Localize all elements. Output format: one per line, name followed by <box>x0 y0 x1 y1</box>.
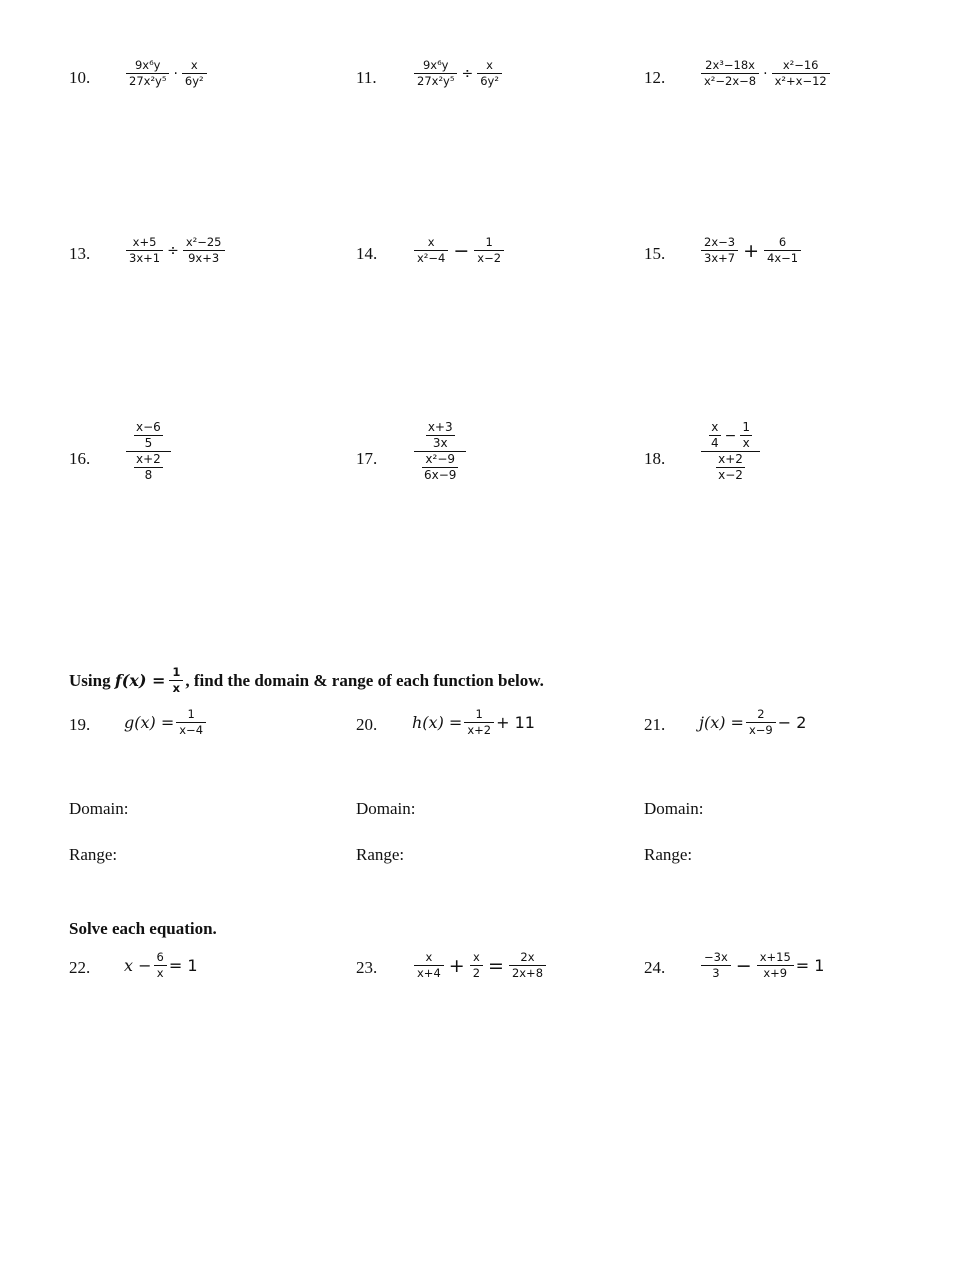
fraction-denominator: 6y² <box>184 74 204 88</box>
fraction-numerator: x <box>427 235 435 249</box>
fraction-denominator: 6y² <box>480 74 499 88</box>
heading-text: , find the domain & range of each function below. <box>185 670 544 690</box>
operator: − <box>724 427 737 444</box>
problem-number: 21. <box>644 715 666 734</box>
problem-number: 23. <box>356 958 378 977</box>
range-label: Range: <box>69 845 118 864</box>
fraction-denominator: 3x <box>432 436 448 450</box>
fraction-denominator: x²−4 <box>417 251 446 265</box>
fraction-denominator: x−2 <box>718 468 743 482</box>
operator: ÷ <box>167 242 179 259</box>
operator: · <box>763 65 768 82</box>
range-label: Range: <box>644 845 693 864</box>
fraction-numerator: x−6 <box>136 420 161 434</box>
problem-number: 20. <box>356 715 378 734</box>
operator: ÷ <box>461 65 474 82</box>
equals-sign: = <box>488 954 504 977</box>
problem-number: 10. <box>69 68 91 87</box>
fraction-denominator: 2 <box>472 966 481 980</box>
fraction-numerator: x <box>425 950 433 964</box>
fraction-denominator: 5 <box>144 436 153 450</box>
problem-15-expression <box>699 235 803 266</box>
fraction-numerator: 9x⁶y <box>134 58 161 72</box>
fraction-denominator: x−4 <box>179 723 204 737</box>
domain-label: Domain: <box>69 799 129 818</box>
problem-23-expression <box>412 950 548 981</box>
function-definition: f(x) = <box>114 671 166 690</box>
fraction-numerator: 1 <box>485 235 493 249</box>
problem-number: 15. <box>644 244 666 263</box>
fraction-numerator: x+3 <box>427 420 453 434</box>
fraction-denominator: 3 <box>712 966 720 980</box>
problem-16-expression <box>124 420 173 483</box>
fraction-numerator: −3x <box>704 950 728 964</box>
fraction-denominator: x²−2x−8 <box>704 74 757 88</box>
fraction-numerator: 1 <box>172 665 181 679</box>
fraction-numerator: 2 <box>757 707 765 721</box>
fraction-denominator: x+4 <box>417 966 441 980</box>
equation-rhs: = 1 <box>168 956 198 975</box>
fraction-denominator: x <box>156 966 164 980</box>
problem-19-expression <box>124 707 208 738</box>
fraction-denominator: 4x−1 <box>767 251 799 265</box>
problem-24-expression <box>699 950 824 981</box>
fraction-numerator: x <box>486 58 493 72</box>
fraction-numerator: x+2 <box>718 452 743 466</box>
fraction-numerator: x+5 <box>132 235 157 249</box>
range-label: Range: <box>356 845 405 864</box>
problem-22-expression <box>124 950 198 981</box>
fraction-numerator: x <box>472 950 480 964</box>
problem-11-expression <box>412 58 504 89</box>
function-lhs: j(x) = <box>699 713 744 732</box>
fraction-denominator: x+9 <box>763 966 788 980</box>
expression-tail: + 11 <box>496 713 535 732</box>
heading-text: Using <box>69 670 115 690</box>
function-lhs: h(x) = <box>412 713 463 732</box>
operator: + <box>448 954 465 977</box>
problem-21-expression <box>699 707 806 738</box>
fraction-denominator: x−2 <box>477 251 502 265</box>
fraction-numerator: 2x³−18x <box>705 58 755 72</box>
operator: · <box>173 65 178 82</box>
problem-number: 12. <box>644 68 666 87</box>
fraction-numerator: 2x−3 <box>704 235 736 249</box>
fraction-numerator: x²−9 <box>425 452 456 466</box>
fraction-numerator: 6 <box>156 950 164 964</box>
fraction-denominator: x <box>742 436 750 450</box>
operator: − <box>735 954 752 977</box>
fraction-numerator: 2x <box>520 950 535 964</box>
fraction-denominator: 9x+3 <box>188 251 220 265</box>
fraction-denominator: 3x+1 <box>129 251 161 265</box>
domain-label: Domain: <box>644 799 704 818</box>
expression-tail: − 2 <box>777 713 807 732</box>
fraction-numerator: x <box>190 58 198 72</box>
section-heading-domain-range <box>69 665 544 696</box>
fraction-denominator: x−9 <box>748 723 773 737</box>
fraction-denominator: x+2 <box>467 723 492 737</box>
problem-17-expression <box>412 420 468 483</box>
problem-number: 17. <box>356 449 378 468</box>
fraction-numerator: 1 <box>187 707 195 721</box>
operator: − <box>453 239 470 262</box>
fraction-denominator: 27x²y⁵ <box>129 74 167 88</box>
problem-number: 22. <box>69 958 91 977</box>
operator: + <box>743 239 759 262</box>
fraction-denominator: x²+x−12 <box>774 74 827 88</box>
fraction-numerator: x²−25 <box>185 235 222 249</box>
equation-lhs: x − <box>124 956 152 975</box>
problem-number: 24. <box>644 958 666 977</box>
fraction-numerator: x+15 <box>759 950 791 964</box>
fraction-numerator: 6 <box>778 235 787 249</box>
domain-label: Domain: <box>356 799 416 818</box>
fraction-denominator: 6x−9 <box>424 468 457 482</box>
problem-number: 19. <box>69 715 91 734</box>
fraction-numerator: x <box>711 420 719 434</box>
problem-number: 18. <box>644 449 666 468</box>
problem-18-expression <box>699 420 762 483</box>
section-heading-solve: Solve each equation. <box>69 919 217 938</box>
problem-number: 14. <box>356 244 378 263</box>
fraction-denominator: 3x+7 <box>704 251 736 265</box>
fraction-numerator: 1 <box>475 707 483 721</box>
fraction-numerator: x+2 <box>136 452 161 466</box>
fraction-denominator: 2x+8 <box>511 966 544 980</box>
problem-13-expression <box>124 235 227 266</box>
problem-10-expression <box>124 58 209 89</box>
fraction-numerator: 1 <box>742 420 751 434</box>
fraction-denominator: x <box>172 681 181 695</box>
problem-14-expression <box>412 235 506 266</box>
equation-rhs: = 1 <box>795 956 825 975</box>
fraction-denominator: 4 <box>711 436 719 450</box>
fraction-denominator: 8 <box>144 468 153 482</box>
problem-number: 11. <box>356 68 377 87</box>
function-lhs: g(x) = <box>124 713 175 732</box>
fraction-numerator: x²−16 <box>782 58 819 72</box>
fraction-denominator: 27x²y⁵ <box>417 74 455 88</box>
problem-number: 13. <box>69 244 91 263</box>
fraction-numerator: 9x⁶y <box>422 58 449 72</box>
problem-12-expression <box>699 58 832 89</box>
problem-number: 16. <box>69 449 91 468</box>
problem-20-expression <box>412 707 535 738</box>
